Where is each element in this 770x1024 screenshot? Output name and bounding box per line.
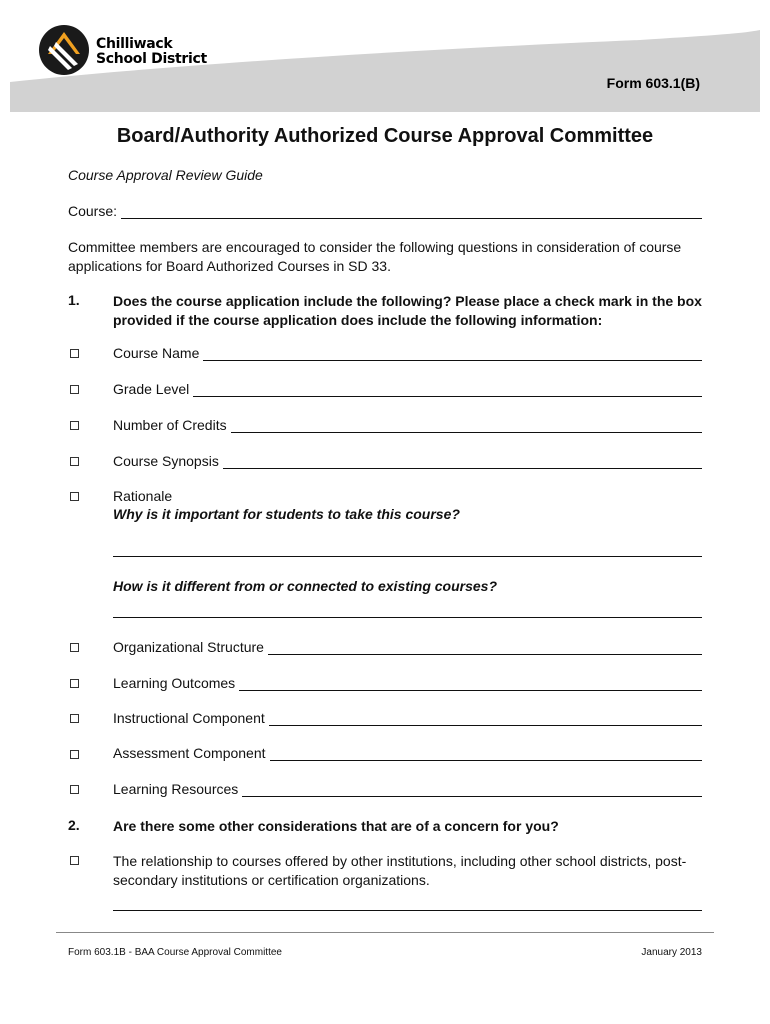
item-input-line[interactable] — [268, 640, 702, 655]
footer-divider — [56, 932, 714, 933]
item-outcomes — [113, 675, 702, 691]
item-input-line[interactable] — [270, 746, 702, 761]
item-instructional — [113, 710, 702, 726]
item-grade-level — [113, 381, 702, 397]
item-synopsis — [113, 453, 702, 469]
item-label: Learning Outcomes — [113, 675, 236, 691]
subtitle: Course Approval Review Guide — [68, 167, 263, 183]
checkbox-rationale[interactable] — [70, 492, 79, 501]
checkbox-synopsis[interactable] — [70, 457, 79, 466]
footer-date: January 2013 — [641, 947, 702, 958]
logo-line-1: Chilliwack — [96, 36, 173, 52]
rationale-answer-line-1[interactable] — [113, 556, 702, 557]
question-1-text: Does the course application include the following? Please place a check mark in the box provided if the course application does include the following information: — [113, 293, 702, 328]
checkbox-assessment[interactable] — [70, 750, 79, 759]
checkbox-grade-level[interactable] — [70, 385, 79, 394]
district-logo — [38, 24, 90, 76]
footer-form-ref: Form 603.1B - BAA Course Approval Committee — [68, 947, 282, 958]
item-label: Learning Resources — [113, 781, 239, 797]
relationship-text: The relationship to courses offered by other institutions, including other school districts, post-secondary institutions or certification organizations. — [113, 853, 687, 888]
item-input-line[interactable] — [223, 454, 702, 469]
checkbox-outcomes[interactable] — [70, 679, 79, 688]
logo-line-2: School District — [96, 51, 207, 67]
item-input-line[interactable] — [242, 782, 702, 797]
item-input-line[interactable] — [239, 676, 702, 691]
item-input-line[interactable] — [203, 346, 702, 361]
item-course-name — [113, 345, 702, 361]
intro-paragraph: Committee members are encouraged to consider the following questions in consideration of course applications for Board Authorized Courses in SD 33. — [68, 239, 682, 274]
item-label: Grade Level — [113, 381, 190, 397]
checkbox-resources[interactable] — [70, 785, 79, 794]
question-1-number: 1. — [68, 292, 80, 308]
item-rationale-label: Rationale — [113, 488, 173, 504]
course-field[interactable] — [68, 203, 702, 219]
form-number: Form 603.1(B) — [606, 75, 700, 91]
item-input-line[interactable] — [231, 418, 702, 433]
item-input-line[interactable] — [269, 711, 702, 726]
checkbox-relationship[interactable] — [70, 856, 79, 865]
item-label: Instructional Component — [113, 710, 265, 726]
item-assessment — [113, 745, 702, 761]
item-resources — [113, 781, 702, 797]
rationale-question-2: How is it different from or connected to existing courses? — [113, 578, 498, 594]
item-credits — [113, 417, 702, 433]
item-org-structure — [113, 639, 702, 655]
checkbox-course-name[interactable] — [70, 349, 79, 358]
question-2-number: 2. — [68, 817, 80, 833]
course-label: Course: — [68, 203, 118, 219]
item-label: Organizational Structure — [113, 639, 264, 655]
course-input-line[interactable] — [121, 204, 702, 219]
item-label: Course Name — [113, 345, 200, 361]
rationale-question-1: Why is it important for students to take this course? — [113, 506, 460, 522]
checkbox-org-structure[interactable] — [70, 643, 79, 652]
item-label: Course Synopsis — [113, 453, 219, 469]
logo-wordmark — [96, 37, 207, 67]
rationale-answer-line-2[interactable] — [113, 617, 702, 618]
item-label: Number of Credits — [113, 417, 227, 433]
checkbox-credits[interactable] — [70, 421, 79, 430]
question-2-text: Are there some other considerations that are of a concern for you? — [113, 818, 559, 834]
relationship-answer-line[interactable] — [113, 910, 702, 911]
item-input-line[interactable] — [193, 382, 702, 397]
checkbox-instructional[interactable] — [70, 714, 79, 723]
item-label: Assessment Component — [113, 745, 266, 761]
page-title: Board/Authority Authorized Course Approval Committee — [116, 125, 654, 147]
